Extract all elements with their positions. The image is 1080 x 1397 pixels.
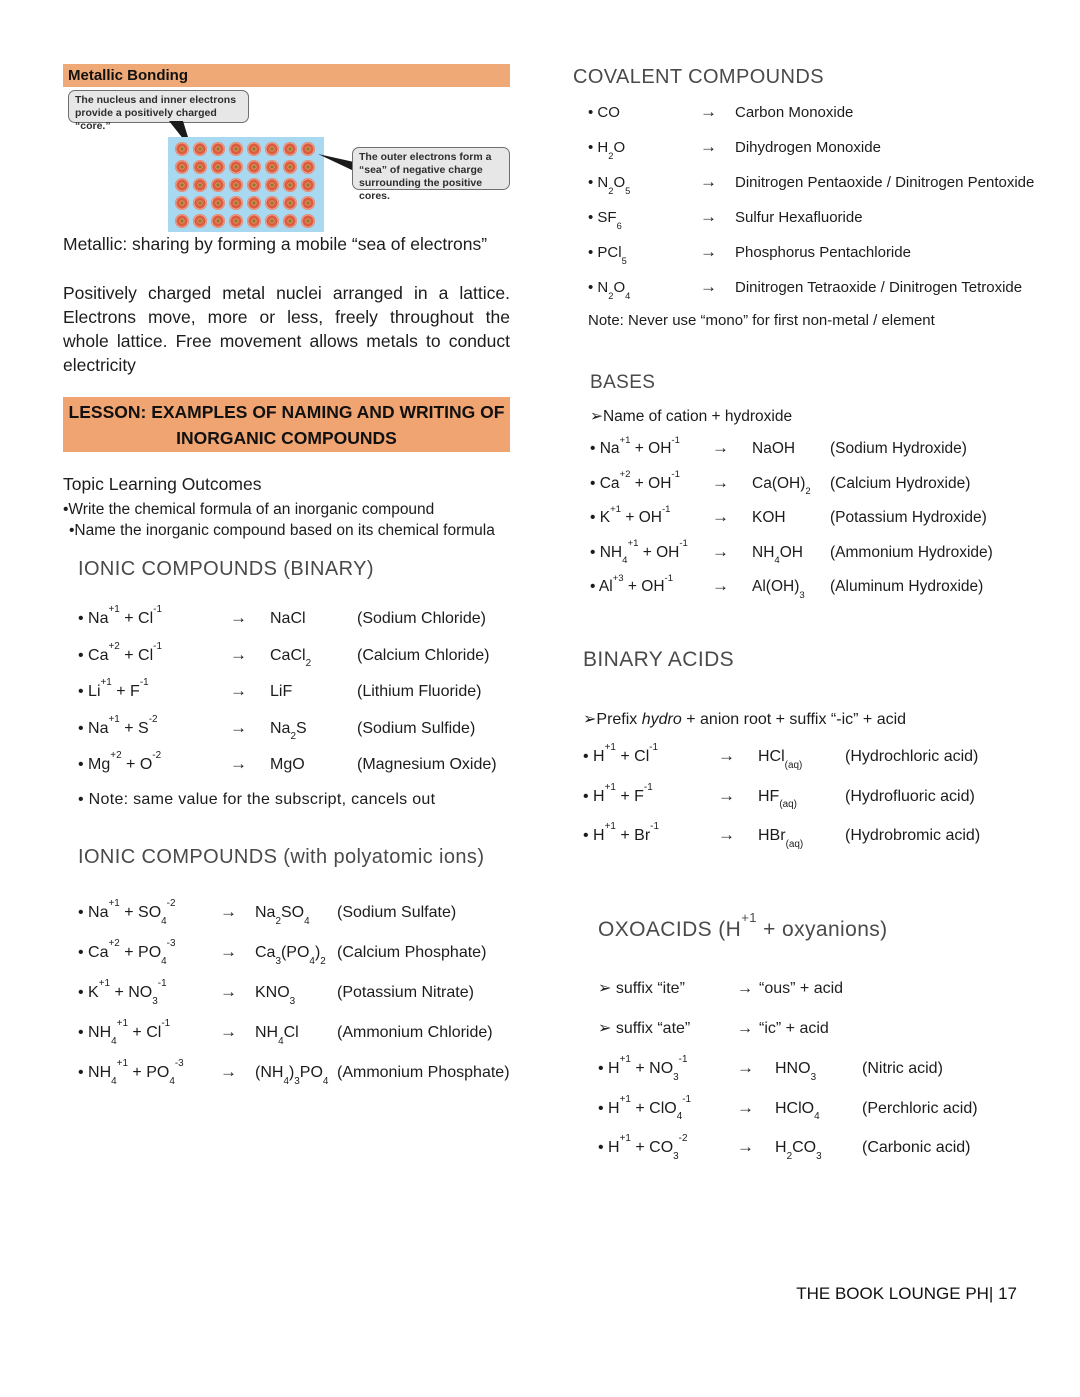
reaction-name: (Sodium Chloride) — [357, 610, 486, 627]
arrow-icon: → — [700, 277, 717, 296]
metal-atom-icon — [247, 196, 261, 210]
reaction-ions: • $H^{+1} + ClO_4^{-1}$ — [598, 1093, 692, 1123]
topic-learning-outcomes — [63, 474, 523, 541]
metal-atom-icon — [229, 160, 243, 174]
suffix-rule-row — [598, 1018, 1048, 1038]
metal-atom-icon — [193, 178, 207, 192]
reaction-ions: • $NH_4^{+1} + PO_4^{-3}$ — [78, 1058, 184, 1087]
metal-atom-icon — [247, 214, 261, 228]
arrow-icon: → — [737, 980, 753, 997]
arrow-icon: → — [230, 608, 247, 627]
section-covalent — [573, 66, 1043, 329]
lesson-title — [63, 397, 510, 452]
reaction-row — [78, 898, 533, 927]
reaction-name: (Calcium Chloride) — [357, 646, 490, 664]
arrow-icon: → — [737, 1058, 754, 1077]
arrow-icon: → — [220, 942, 237, 961]
outcomes-title: Topic Learning Outcomes — [63, 474, 262, 494]
compound-row — [588, 207, 1043, 231]
section-ionic-binary — [63, 558, 523, 809]
atom-grid — [168, 137, 324, 232]
reaction-row — [78, 978, 533, 1007]
metal-atom-icon — [265, 142, 279, 156]
binary-acids-rule: ➢Prefix hydro + anion root + suffix “-ic” + acid — [583, 711, 907, 728]
ionic-poly-title: IONIC COMPOUNDS (with polyatomic ions) — [78, 846, 485, 868]
metal-atom-icon — [229, 178, 243, 192]
reaction-ions: • $H^{+1} + Br^{-1}$ — [583, 821, 659, 844]
binary-acids-rows — [583, 742, 1043, 850]
metal-atom-icon — [193, 214, 207, 228]
arrow-icon: → — [230, 644, 247, 664]
reaction-formula: $NH_4Cl$ — [255, 1024, 299, 1047]
callout-core: The nucleus and inner electrons provide a positively charged “core.” — [68, 90, 249, 123]
reaction-row — [583, 821, 1043, 850]
bases-rule: ➢Name of cation + hydroxide — [590, 408, 793, 425]
bases-rows — [590, 434, 1040, 601]
arrow-icon: → — [712, 472, 729, 492]
compound-name: Dinitrogen Pentaoxide / Dinitrogen Pentoxide — [735, 174, 1035, 191]
metal-atom-icon — [301, 178, 315, 192]
reaction-name: (Perchloric acid) — [862, 1099, 978, 1117]
reaction-name: (Potassium Hydroxide) — [830, 509, 987, 526]
compound-name: Sulfur Hexafluoride — [735, 209, 863, 226]
reaction-ions: • $Ca^{+2} + Cl^{-1}$ — [78, 640, 162, 664]
reaction-name: (Ammonium Hydroxide) — [830, 543, 993, 561]
callout-sea: The outer electrons form a “sea” of negative charge surrounding the positive cores. — [352, 147, 510, 190]
reaction-ions: • $Ca^{+2} + OH^{-1}$ — [590, 469, 680, 492]
metal-atom-icon — [229, 142, 243, 156]
reaction-ions: • $Na^{+1} + OH^{-1}$ — [590, 434, 680, 457]
metal-atom-icon — [247, 160, 261, 174]
reaction-row — [78, 677, 523, 701]
suffix-rule-left: ➢ suffix “ate” — [598, 1020, 691, 1037]
oxoacids-rows — [598, 1054, 1048, 1162]
ionic-binary-note: • Note: same value for the subscript, cancels out — [78, 790, 436, 808]
arrow-icon: → — [718, 746, 735, 765]
reaction-row — [598, 1093, 1048, 1123]
compound-row — [588, 102, 1043, 122]
suffix-rule-row — [598, 978, 1048, 998]
section-binary-acids — [583, 648, 1043, 865]
arrow-icon: → — [712, 541, 729, 561]
reaction-name: (Hydrochloric acid) — [845, 748, 979, 765]
reaction-name: (Ammonium Chloride) — [337, 1024, 493, 1041]
metal-atom-icon — [229, 214, 243, 228]
reaction-name: (Hydrofluoric acid) — [845, 787, 975, 805]
lesson-title-line1: LESSON: EXAMPLES OF NAMING AND WRITING OF — [68, 402, 505, 422]
reaction-formula: $KNO_3$ — [255, 984, 296, 1007]
compound-formula: • PCl$_5$ — [588, 244, 627, 266]
reaction-ions: • $K^{+1} + NO_3^{-1}$ — [78, 978, 167, 1007]
arrow-icon: → — [700, 102, 717, 121]
outcomes-list — [63, 499, 523, 541]
reaction-ions: • $H^{+1} + Cl^{-1}$ — [583, 742, 659, 765]
reaction-ions: • $Na^{+1} + SO_4^{-2}$ — [78, 898, 176, 927]
metal-atom-icon — [247, 142, 261, 156]
reaction-ions: • $Al^{+3} + OH^{-1}$ — [590, 572, 674, 595]
compound-formula: • $SF_6$ — [588, 209, 622, 231]
reaction-ions: • $H^{+1} + CO_3^{-2}$ — [598, 1133, 688, 1162]
reaction-name: (Sodium Sulfide) — [357, 719, 476, 737]
reaction-formula: HBr$_{(aq)}$ — [758, 827, 804, 850]
covalent-note: Note: Never use “mono” for first non-metal / element — [588, 312, 935, 329]
arrow-icon: → — [737, 1097, 754, 1117]
reaction-name: (Lithium Fluoride) — [357, 683, 482, 700]
covalent-rows — [573, 102, 1043, 301]
arrow-icon: → — [737, 1137, 754, 1156]
covalent-title: COVALENT COMPOUNDS — [573, 66, 824, 88]
metal-atom-icon — [193, 160, 207, 174]
metal-atom-icon — [265, 196, 279, 210]
metal-atom-icon — [211, 160, 225, 174]
arrow-icon: → — [220, 902, 237, 921]
reaction-row — [78, 604, 523, 628]
compound-name: Carbon Monoxide — [735, 104, 854, 121]
compound-name: Phosphorus Pentachloride — [735, 244, 911, 261]
metallic-bonding-diagram — [63, 88, 510, 234]
lesson-title-line2: INORGANIC COMPOUNDS — [176, 428, 397, 448]
reaction-name: (Magnesium Oxide) — [357, 756, 497, 773]
ionic-poly-rows — [63, 898, 533, 1087]
arrow-icon: → — [712, 438, 729, 457]
oxoacids-rules — [598, 978, 1048, 1038]
reaction-row — [78, 713, 523, 743]
reaction-row — [78, 1058, 533, 1087]
arrow-icon: → — [718, 825, 735, 844]
compound-formula: • $H_2O$ — [588, 139, 626, 161]
reaction-name: (Ammonium Phosphate) — [337, 1064, 510, 1081]
arrow-icon: → — [220, 1062, 237, 1081]
metal-atom-icon — [265, 214, 279, 228]
page-footer: THE BOOK LOUNGE PH| 17 — [796, 1284, 1017, 1303]
compound-name: Dinitrogen Tetraoxide / Dinitrogen Tetroxide — [735, 279, 1023, 296]
metal-atom-icon — [175, 142, 189, 156]
reaction-name: (Calcium Hydroxide) — [830, 474, 971, 492]
arrow-icon: → — [220, 982, 237, 1001]
metal-atom-icon — [193, 142, 207, 156]
metal-atom-icon — [301, 214, 315, 228]
metal-atom-icon — [193, 196, 207, 210]
outcome-item: •Write the chemical formula of an inorganic compound — [63, 501, 435, 518]
reaction-name: (Hydrobromic acid) — [845, 827, 981, 844]
binary-acids-title: BINARY ACIDS — [583, 648, 735, 671]
reaction-row — [78, 640, 523, 670]
arrow-icon: → — [737, 1020, 753, 1037]
metal-atom-icon — [265, 160, 279, 174]
reaction-row — [598, 1133, 1048, 1162]
reaction-name: (Potassium Nitrate) — [337, 984, 474, 1001]
reaction-row — [590, 503, 1040, 527]
reaction-row — [590, 572, 1040, 601]
metal-atom-icon — [301, 142, 315, 156]
metal-atom-icon — [211, 178, 225, 192]
metal-atom-icon — [175, 178, 189, 192]
reaction-formula: NaCl — [270, 610, 306, 627]
reaction-ions: • $Na^{+1} + S^{-2}$ — [78, 713, 158, 737]
reaction-formula: NaOH — [752, 440, 796, 457]
metal-atom-icon — [247, 178, 261, 192]
section-ionic-polyatomic — [63, 846, 533, 1102]
metal-atom-icon — [265, 178, 279, 192]
bases-title: BASES — [590, 372, 656, 393]
metal-atom-icon — [211, 142, 225, 156]
outcome-item: •Name the inorganic compound based on its chemical formula — [69, 522, 495, 539]
metal-atom-icon — [175, 214, 189, 228]
reaction-formula: $HNO_3$ — [775, 1060, 817, 1083]
section-oxoacids — [598, 910, 1048, 1177]
suffix-rule-left: ➢ suffix “ite” — [598, 980, 685, 997]
oxoacids-title: OXOACIDS ($H^{+1}$ + oxyanions) — [598, 910, 888, 941]
reaction-formula: $Al(OH)_3$ — [752, 578, 805, 601]
reaction-row — [78, 938, 533, 967]
reaction-row — [583, 781, 1043, 811]
metal-atom-icon — [283, 160, 297, 174]
metal-atom-icon — [211, 214, 225, 228]
compound-row — [588, 172, 1043, 196]
reaction-formula: HCl$_{(aq)}$ — [758, 748, 803, 771]
compound-formula: • $N_2O_4$ — [588, 279, 631, 301]
reaction-name: (Carbonic acid) — [862, 1139, 971, 1156]
reaction-ions: • $H^{+1} + NO_3^{-1}$ — [598, 1054, 688, 1083]
reaction-formula: $HF_{(aq)}$ — [758, 787, 797, 811]
arrow-icon: → — [700, 137, 717, 156]
reaction-formula: $Ca(OH)_2$ — [752, 474, 811, 498]
reaction-formula: MgO — [270, 756, 305, 773]
arrow-icon: → — [700, 242, 717, 261]
reaction-ions: • $Mg^{+2} + O^{-2}$ — [78, 750, 162, 773]
reaction-formula: $NH_4OH$ — [752, 543, 803, 567]
arrow-icon: → — [230, 717, 247, 737]
metallic-paragraph: Positively charged metal nuclei arranged in a lattice. Electrons move, more or less, freely throughout the whole lattice. Free movement allows metals to conduct electricity — [63, 283, 510, 375]
reaction-formula: $H_2CO_3$ — [775, 1139, 822, 1162]
compound-formula: • CO — [588, 104, 620, 121]
metal-atom-icon — [175, 160, 189, 174]
compound-formula: • $N_2O_5$ — [588, 174, 631, 196]
reaction-name: (Calcium Phosphate) — [337, 944, 487, 961]
section-bases — [590, 372, 1040, 611]
reaction-ions: • $Na^{+1} + Cl^{-1}$ — [78, 604, 162, 627]
arrow-icon: → — [700, 207, 717, 226]
reaction-row — [78, 1018, 533, 1047]
reaction-ions: • $K^{+1} + OH^{-1}$ — [590, 503, 671, 526]
compound-row — [588, 277, 1043, 301]
arrow-icon: → — [700, 172, 717, 191]
reaction-name: (Sodium Sulfate) — [337, 904, 457, 921]
metal-atom-icon — [283, 178, 297, 192]
metal-atom-icon — [301, 196, 315, 210]
metal-atom-icon — [283, 196, 297, 210]
compound-row — [588, 242, 1043, 266]
arrow-icon: → — [712, 507, 729, 526]
reaction-name: (Aluminum Hydroxide) — [830, 578, 984, 595]
metal-atom-icon — [301, 160, 315, 174]
reaction-formula: KOH — [752, 509, 786, 526]
compound-row — [588, 137, 1043, 161]
reaction-row — [590, 434, 1040, 458]
metallic-caption: Metallic: sharing by forming a mobile “sea of electrons” — [63, 234, 488, 254]
suffix-rule-right: “ic” + acid — [759, 1020, 829, 1037]
metal-atom-icon — [283, 214, 297, 228]
metal-atom-icon — [229, 196, 243, 210]
ionic-binary-title: IONIC COMPOUNDS (BINARY) — [78, 558, 374, 580]
reaction-row — [590, 469, 1040, 498]
arrow-icon: → — [230, 754, 247, 773]
ionic-binary-rows — [63, 604, 523, 774]
reaction-formula: HClO$_4$ — [775, 1099, 820, 1123]
reaction-ions: • $H^{+1} + F^{-1}$ — [583, 781, 653, 805]
reaction-ions: • $NH_4^{+1} + Cl^{-1}$ — [78, 1018, 171, 1047]
reaction-row — [590, 538, 1040, 567]
arrow-icon: → — [718, 785, 735, 805]
reaction-name: (Nitric acid) — [862, 1060, 943, 1077]
metal-atom-icon — [211, 196, 225, 210]
reaction-row — [598, 1054, 1048, 1083]
reaction-name: (Sodium Hydroxide) — [830, 440, 967, 457]
reaction-ions: • $Li^{+1} + F^{-1}$ — [78, 677, 149, 700]
metal-atom-icon — [175, 196, 189, 210]
arrow-icon: → — [230, 681, 247, 700]
metal-atom-icon — [283, 142, 297, 156]
reaction-formula: $Na_2S$ — [270, 719, 307, 743]
suffix-rule-right: “ous” + acid — [759, 980, 844, 997]
reaction-ions: • $Ca^{+2} + PO_4^{-3}$ — [78, 938, 176, 967]
reaction-formula: CaCl$_2$ — [270, 646, 312, 670]
compound-name: Dihydrogen Monoxide — [735, 139, 881, 156]
arrow-icon: → — [712, 576, 729, 595]
metallic-bonding-header: Metallic Bonding — [63, 64, 510, 87]
reaction-row — [78, 750, 523, 774]
reaction-formula: $Na_2SO_4$ — [255, 904, 310, 927]
reaction-row — [583, 742, 1043, 771]
reaction-formula: $(NH_4)_3PO_4$ — [255, 1064, 329, 1087]
reaction-ions: • $NH_4^{+1} + OH^{-1}$ — [590, 538, 688, 567]
reaction-formula: LiF — [270, 683, 293, 700]
reaction-formula: $Ca_3(PO_4)_2$ — [255, 944, 326, 967]
arrow-icon: → — [220, 1022, 237, 1041]
